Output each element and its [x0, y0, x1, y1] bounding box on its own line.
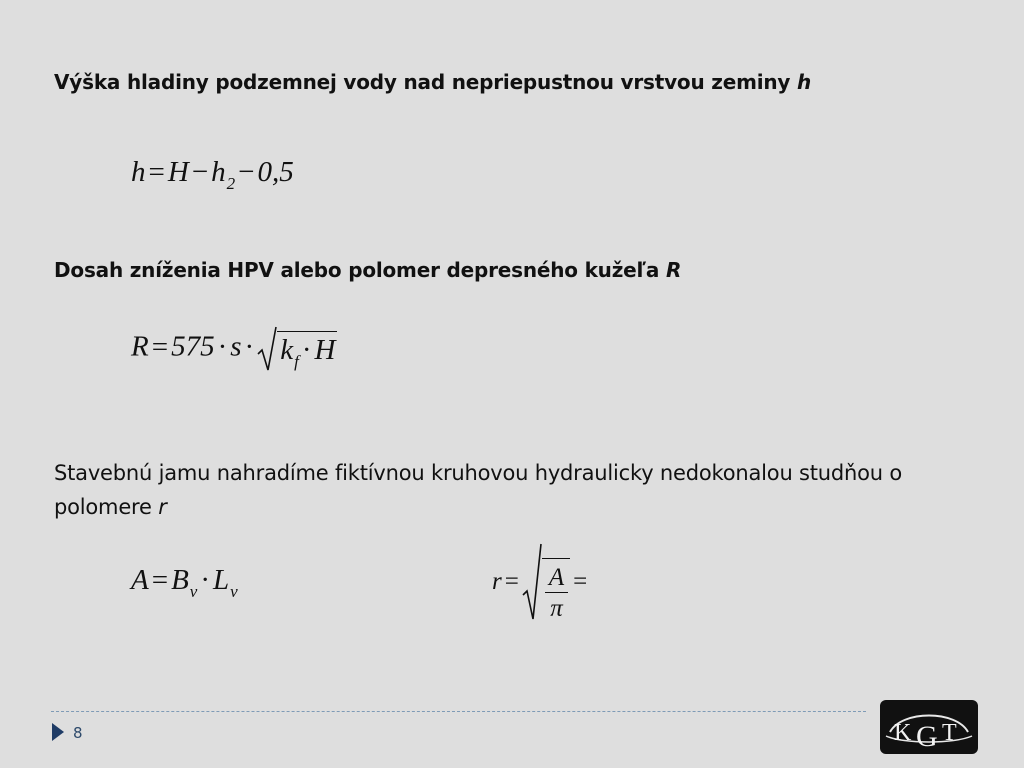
heading-water-level: [54, 70, 811, 94]
sqrt-sign-icon: [257, 326, 277, 372]
paragraph-excavation-text: Stavebnú jamu nahradíme fiktívnou kruhovou hydraulicky nedokonalou studňou o polomere: [54, 461, 903, 519]
formula-A-L-subscript: v: [230, 582, 238, 601]
triangle-bullet-icon: [51, 722, 65, 742]
heading-cone-radius-variable: R: [665, 258, 682, 282]
kgt-logo: [880, 700, 978, 754]
formula-R-coefficient: 575: [171, 330, 215, 363]
formula-A-B-subscript: v: [189, 582, 198, 601]
formula-h: $h = H - h_2 - 0,5$: [131, 156, 294, 193]
paragraph-excavation-variable: r: [158, 495, 167, 519]
heading-water-level-text: Výška hladiny podzemnej vody nad nepriepustnou vrstvou zeminy: [54, 70, 791, 94]
formula-R-sqrt: $k_f \cdot H$: [257, 326, 337, 372]
formula-A-L: L: [213, 564, 230, 596]
formula-h-H: H: [167, 156, 189, 188]
svg-text:K: K: [894, 720, 912, 746]
paragraph-excavation: [54, 456, 984, 524]
formula-R-H: H: [314, 334, 336, 366]
formula-R-k: k: [280, 334, 294, 366]
formula-r-fraction: [545, 565, 568, 621]
svg-text:G: G: [916, 720, 938, 753]
formula-R-k-subscript: f: [294, 352, 299, 371]
formula-r-denominator: π: [550, 595, 563, 622]
formula-h-constant: 0,5: [257, 156, 294, 188]
sqrt-sign-icon: [522, 543, 542, 621]
heading-cone-radius-text: Dosah zníženia HPV alebo polomer depresného kužeľa: [54, 258, 660, 282]
formula-r-sqrt: [522, 543, 570, 621]
formula-R-lhs: R: [131, 330, 149, 363]
formula-h-lhs: h: [131, 156, 146, 188]
formula-R-s: s: [230, 330, 242, 363]
footer-divider: [51, 711, 866, 712]
formula-h-h2-subscript: 2: [226, 174, 236, 193]
page-number: 8: [73, 724, 83, 742]
formula-A-lhs: A: [131, 564, 149, 596]
formula-A: $A = B_v \cdot L_v$: [131, 564, 238, 601]
svg-text:T: T: [942, 720, 957, 746]
formula-r: r = $\frac{A}{\pi}$ =: [492, 543, 590, 621]
formula-R: R = 575 · s · $k_f \cdot H$: [131, 326, 337, 372]
formula-r-lhs: r: [492, 568, 502, 595]
heading-cone-radius: [54, 258, 681, 282]
formula-h-h2: h: [211, 156, 226, 188]
heading-water-level-variable: h: [797, 70, 812, 94]
formula-r-numerator: A: [545, 565, 568, 593]
formula-A-B: B: [171, 564, 189, 596]
